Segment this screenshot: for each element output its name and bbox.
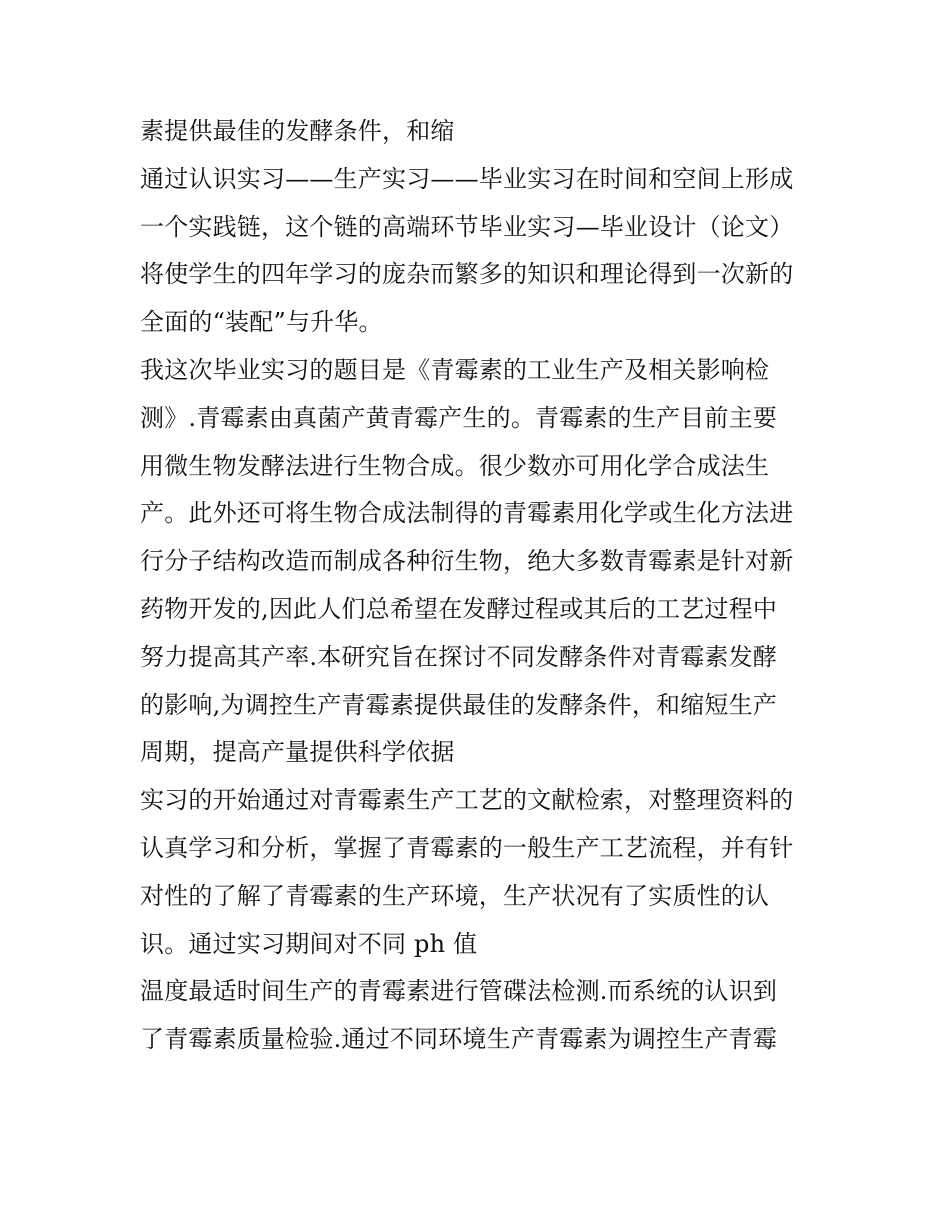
text-line-17: 对性的了解了青霉素的生产环境，生产状况有了实质性的认 bbox=[140, 881, 770, 910]
text-line-3: 一个实践链，这个链的高端环节毕业实习—毕业设计（论文） bbox=[140, 212, 794, 241]
text-line-15: 实习的开始通过对青霉素生产工艺的文献检索，对整理资料的 bbox=[140, 786, 794, 815]
text-line-16: 认真学习和分析，掌握了青霉素的一般生产工艺流程，并有针 bbox=[140, 833, 794, 862]
text-line-13: 的影响,为调控生产青霉素提供最佳的发酵条件，和缩短生产 bbox=[140, 690, 778, 719]
text-line-12: 努力提高其产率.本研究旨在探讨不同发酵条件对青霉素发酵 bbox=[140, 642, 778, 671]
document-body bbox=[140, 108, 830, 1064]
text-line-11: 药物开发的,因此人们总希望在发酵过程或其后的工艺过程中 bbox=[140, 594, 778, 623]
text-line-8: 用微生物发酵法进行生物合成。很少数亦可用化学合成法生 bbox=[140, 451, 770, 480]
text-line-1: 素提供最佳的发酵条件，和缩 bbox=[140, 117, 455, 145]
text-line-18: 识。通过实习期间对不同 ph 值 bbox=[140, 929, 478, 958]
text-line-10: 行分子结构改造而制成各种衍生物，绝大多数青霉素是针对新 bbox=[140, 547, 794, 576]
text-line-4: 将使学生的四年学习的庞杂而繁多的知识和理论得到一次新的 bbox=[140, 260, 794, 289]
text-line-5: 全面的“装配”与升华。 bbox=[140, 308, 383, 337]
text-line-9: 产。此外还可将生物合成法制得的青霉素用化学或生化方法进 bbox=[140, 499, 794, 528]
text-line-20: 了青霉素质量检验.通过不同环境生产青霉素为调控生产青霉 bbox=[140, 1025, 778, 1054]
text-line-6: 我这次毕业实习的题目是《青霉素的工业生产及相关影响检 bbox=[140, 355, 770, 384]
text-line-14: 周期，提高产量提供科学依据 bbox=[140, 738, 455, 767]
text-line-19: 温度最适时间生产的青霉素进行管碟法检测.而系统的认识到 bbox=[140, 977, 778, 1006]
text-line-7: 测》.青霉素由真菌产黄青霉产生的。青霉素的生产目前主要 bbox=[140, 403, 778, 432]
text-line-2: 通过认识实习——生产实习——毕业实习在时间和空间上形成 bbox=[140, 164, 794, 193]
